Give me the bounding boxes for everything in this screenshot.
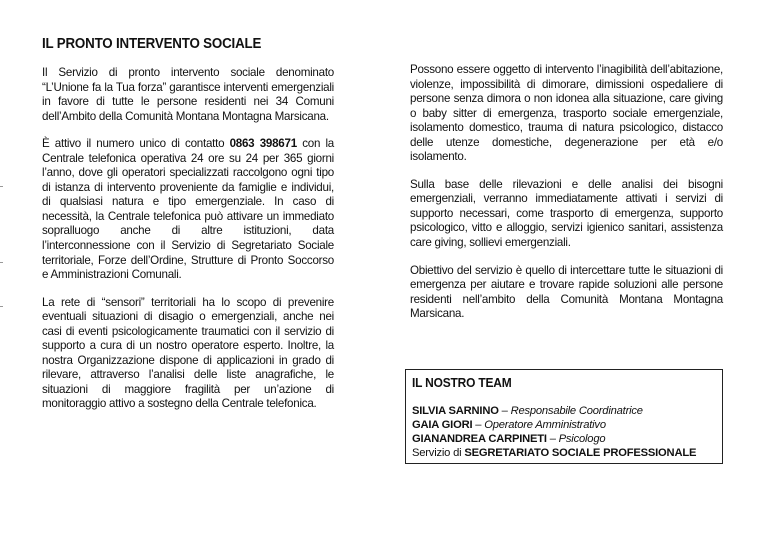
phone-number: 0863 398671 [229, 137, 297, 151]
services-paragraph: Sulla base delle rilevazioni e delle analisi dei bisogni emergenziali, verranno immediatamente attivati i servizi di supporto necessari, come trasporto di emergenza, supporto psicologico, vitto e alloggio, servizi igienico sanitari, assistenza care giving, sollievi emergenziali. [410, 177, 723, 250]
objective-paragraph: Obiettivo del servizio è quello di intercettare tutte le situazioni di emergenza per aiutare e trovare rapide soluzioni alle persone residenti nell’ambito della Comunità Montana Montagna Marsicana. [410, 263, 723, 321]
section-title: IL PRONTO INTERVENTO SOCIALE [42, 36, 262, 52]
member-name: SILVIA SARNINO [412, 405, 499, 417]
interventions-paragraph: Possono essere oggetto di intervento l’inagibilità dell’abitazione, violenze, impossibilità di dimorare, dimissioni ospedaliere di persone senza dimora o non idonea alla situazione, care giving o baby sitter di emergenza, trasporto sociale emergenziale, isolamento domestico, trauma di natura psicologico, distacco delle utenze domestiche, degenerazione per età e/o isolamento. [410, 63, 723, 164]
member-separator: – [546, 433, 559, 445]
member-role: Psicologo [558, 433, 606, 445]
left-column [42, 36, 334, 425]
service-prefix: Servizio di [412, 447, 465, 459]
margin-mark [0, 262, 3, 263]
contact-text-before: È attivo il numero unico di contatto [42, 137, 230, 151]
member-role: Operatore Amministrativo [484, 419, 606, 431]
service-name: SEGRETARIATO SOCIALE PROFESSIONALE [464, 447, 697, 459]
member-separator: – [498, 405, 511, 417]
member-name: GAIA GIORI [412, 419, 473, 431]
contact-text-after: con la Centrale telefonica operativa 24 ore su 24 per 365 giorni l’anno, dove gli operatori specializzati raccolgono ogni tipo di istanza di intervento proveniente da famiglie e individui, di qualsiasi natura e tipo emergenziale. In caso di necessità, la Centrale telefonica può attivare un immediato sopralluogo anche di altre istituzioni, data l’interconnessione con il Servizio di Segretariato Sociale territoriale, Forze dell’Ordine, Strutture di Pronto Soccorso e Amministrazioni Comunali. [42, 137, 334, 282]
team-member [412, 432, 716, 446]
team-member [412, 418, 716, 432]
intro-paragraph: Il Servizio di pronto intervento sociale denominato “L’Unione fa la Tua forza” garantisce interventi emergenziali in favore di tutte le persone residenti nei 34 Comuni dell’Ambito della Comunità Montana Montagna Marsicana. [42, 66, 334, 123]
margin-mark [0, 186, 3, 187]
contact-paragraph [42, 137, 334, 282]
member-separator: – [472, 419, 485, 431]
member-role: Responsabile Coordinatrice [510, 405, 643, 417]
right-column [410, 63, 723, 335]
service-line [412, 446, 716, 460]
team-member [412, 404, 716, 418]
network-paragraph: La rete di “sensori” territoriali ha lo scopo di prevenire eventuali situazioni di disagio o emergenziali, anche nei casi di eventi psicologicamente traumatici con il servizio di supporto a cura di un nostro operatore esperto. Inoltre, la nostra Organizzazione dispone di applicazioni in grado di rilevare, attraverso l’analisi delle liste anagrafiche, le situazioni di maggiore fragilità per un’azione di monitoraggio attivo a sostegno della Centrale telefonica. [42, 295, 334, 411]
member-name: GIANANDREA CARPINETI [412, 433, 547, 445]
team-box [405, 369, 723, 464]
team-title: IL NOSTRO TEAM [412, 375, 512, 390]
margin-mark [0, 306, 3, 307]
